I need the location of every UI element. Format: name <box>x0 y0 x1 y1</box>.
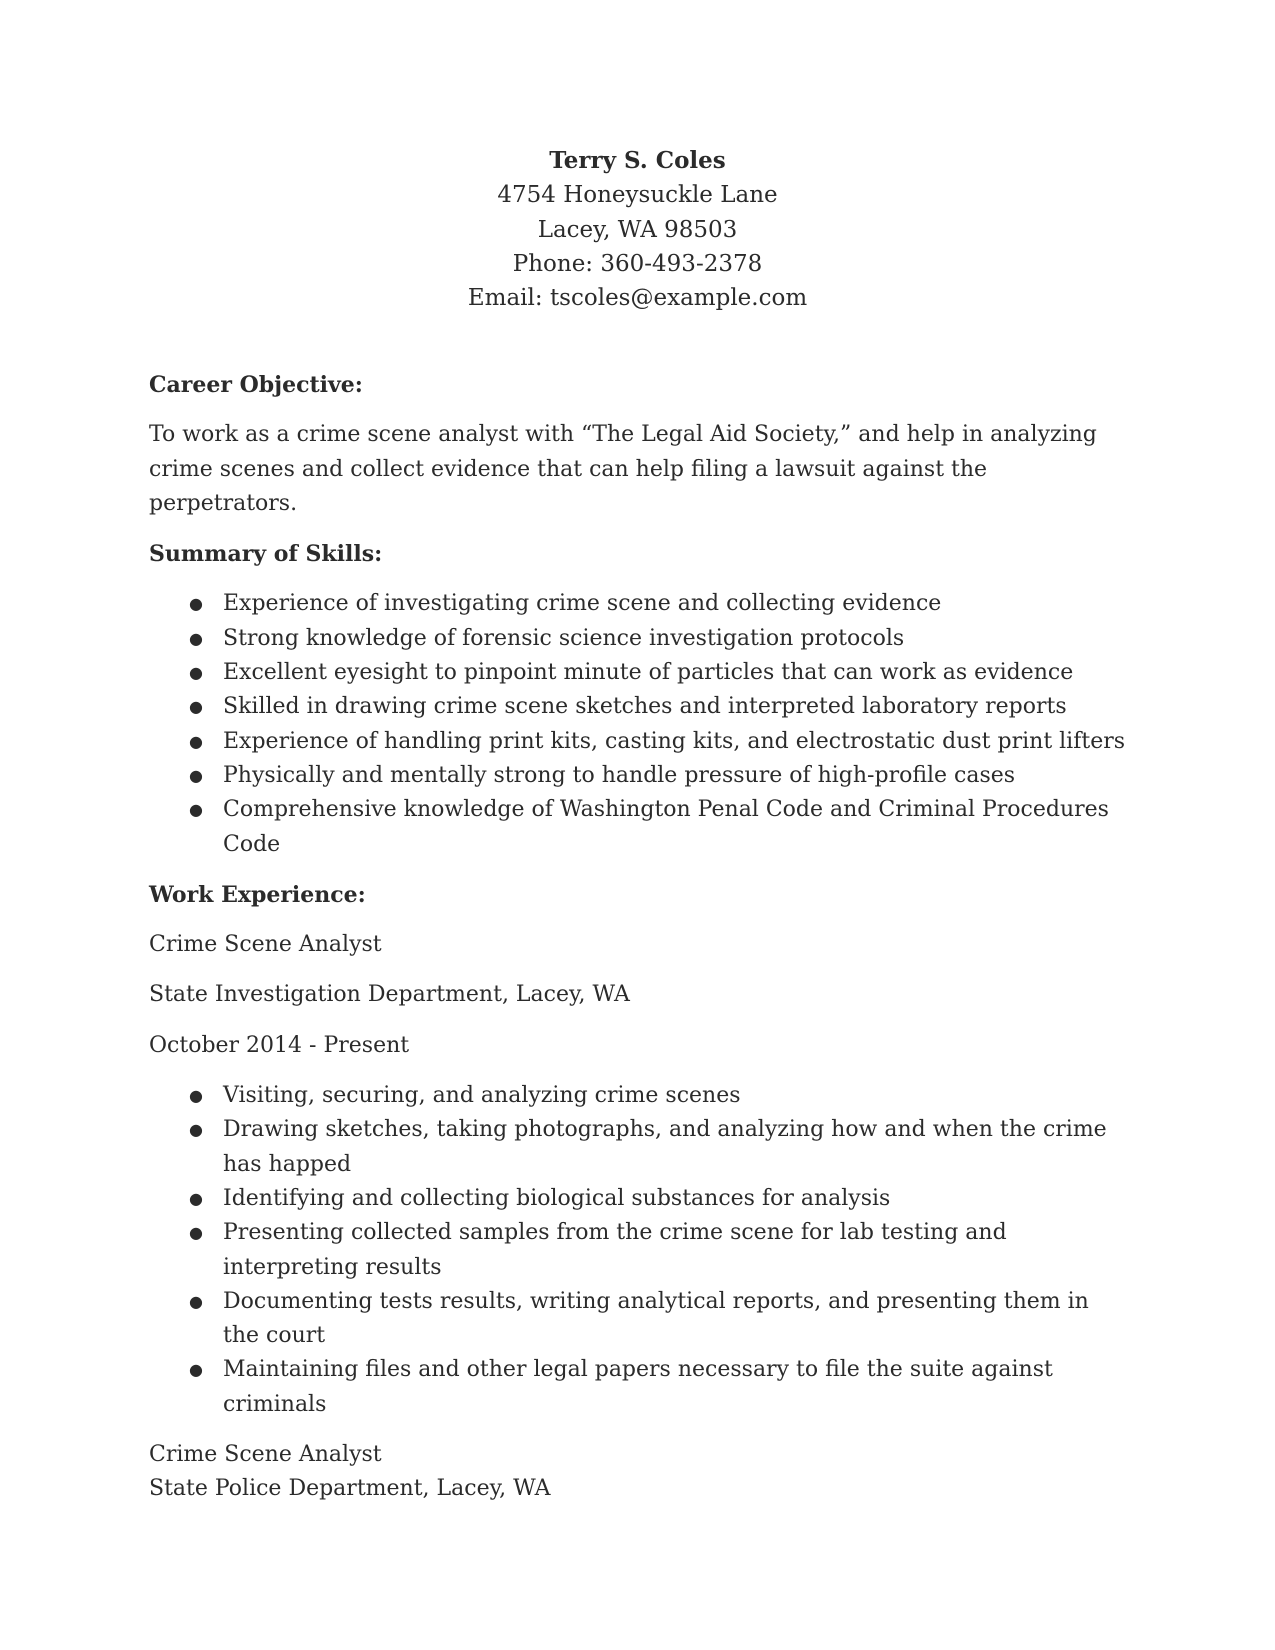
list-item <box>149 1285 1129 1354</box>
job-dates: October 2014 - Present <box>149 1032 410 1058</box>
bullet-icon: ● <box>189 628 203 648</box>
skills-list <box>149 587 1129 861</box>
list-item <box>149 1079 1129 1113</box>
skill-text: Excellent eyesight to pinpoint minute of particles that can work as evidence <box>223 660 1074 686</box>
bullet-icon: ● <box>189 1223 203 1243</box>
job-title: Crime Scene Analyst <box>149 1442 382 1468</box>
job-employer: State Police Department, Lacey, WA <box>149 1476 551 1502</box>
objective-text: To work as a crime scene analyst with “The Legal Aid Society,” and help in analyzing crime scenes and collect evidence that can help filing a lawsuit against the perpetrators. <box>149 422 1097 516</box>
job-title: Crime Scene Analyst <box>149 932 382 958</box>
duty-text: Maintaining files and other legal papers necessary to file the suite against criminals <box>223 1357 1053 1417</box>
candidate-name: Terry S. Coles <box>549 147 726 174</box>
duty-text: Documenting tests results, writing analytical reports, and presenting them in the court <box>223 1288 1089 1349</box>
bullet-icon: ● <box>189 1360 203 1380</box>
skills-heading: Summary of Skills: <box>149 541 383 568</box>
experience-heading: Work Experience: <box>149 881 366 908</box>
address-line-1: 4754 Honeysuckle Lane <box>497 182 778 209</box>
list-item <box>149 656 1129 690</box>
list-item <box>149 759 1129 793</box>
bullet-icon: ● <box>189 1291 203 1311</box>
list-item <box>149 690 1129 724</box>
duty-text: Drawing sketches, taking photographs, and analyzing how and when the crime has happed <box>223 1117 1107 1177</box>
list-item <box>149 1353 1129 1422</box>
address-line-2: Lacey, WA 98503 <box>537 216 738 243</box>
skill-text: Experience of investigating crime scene and collecting evidence <box>223 591 942 617</box>
skill-text: Strong knowledge of forensic science investigation protocols <box>223 625 905 651</box>
list-item <box>149 622 1129 656</box>
list-item <box>149 587 1129 621</box>
list-item <box>149 725 1129 759</box>
skill-text: Skilled in drawing crime scene sketches and interpreted laboratory reports <box>223 694 1067 720</box>
job-employer: State Investigation Department, Lacey, WA <box>149 982 630 1008</box>
skill-text: Comprehensive knowledge of Washington Penal Code and Criminal Procedures Code <box>223 797 1109 857</box>
objective-heading: Career Objective: <box>149 372 363 398</box>
resume-body <box>149 368 1129 1507</box>
phone-number: Phone: 360-493-2378 <box>512 250 763 277</box>
duty-text: Visiting, securing, and analyzing crime scenes <box>223 1083 741 1109</box>
duty-text: Presenting collected samples from the crime scene for lab testing and interpreting results <box>223 1220 1007 1280</box>
bullet-icon: ● <box>189 663 203 683</box>
skill-text: Physically and mentally strong to handle pressure of high-profile cases <box>223 762 1016 788</box>
duties-list <box>149 1079 1129 1422</box>
bullet-icon: ● <box>189 594 203 614</box>
email-address: Email: tscoles@example.com <box>467 285 808 312</box>
bullet-icon: ● <box>189 731 203 751</box>
list-item <box>149 1182 1129 1216</box>
bullet-icon: ● <box>189 1086 203 1106</box>
list-item <box>149 793 1129 862</box>
bullet-icon: ● <box>189 697 203 717</box>
list-item <box>149 1216 1129 1285</box>
duty-text: Identifying and collecting biological substances for analysis <box>223 1185 891 1211</box>
bullet-icon: ● <box>189 800 203 820</box>
skill-text: Experience of handling print kits, casting kits, and electrostatic dust print lifters <box>223 728 1126 754</box>
bullet-icon: ● <box>189 765 203 785</box>
contact-header <box>0 144 1275 315</box>
bullet-icon: ● <box>189 1188 203 1208</box>
list-item <box>149 1113 1129 1182</box>
bullet-icon: ● <box>189 1120 203 1140</box>
